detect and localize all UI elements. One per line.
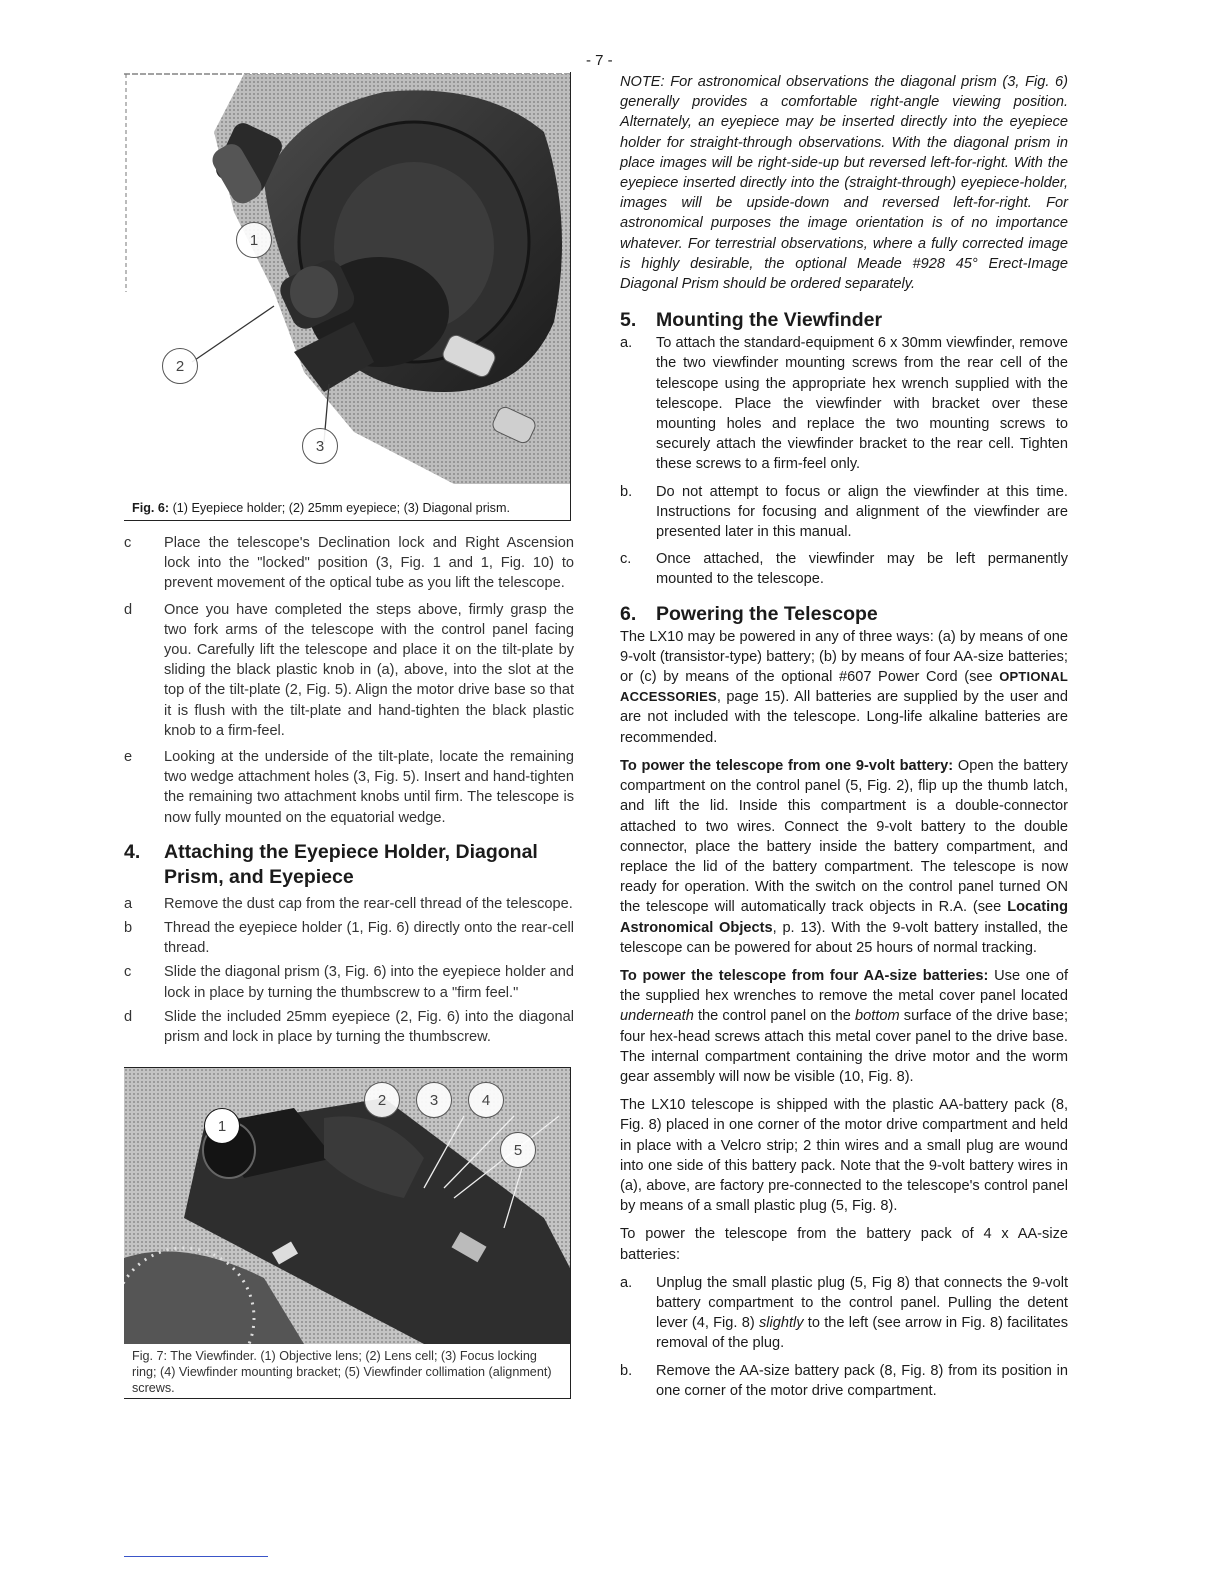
- fig7-callout-1: 1: [204, 1108, 240, 1144]
- fig7-callout-2: 2: [364, 1082, 400, 1118]
- fig7-callout-3: 3: [416, 1082, 452, 1118]
- list-item: b. Do not attempt to focus or align the viewfinder at this time. Instructions for focusing and alignment of the viewfinder are presented later in this manual.: [620, 483, 1068, 541]
- right-column: [620, 72, 1068, 1401]
- page-number: - 7 -: [586, 52, 613, 69]
- list-item: d Slide the included 25mm eyepiece (2, Fig. 6) into the diagonal prism and lock in place by turning the thumbscrew.: [124, 1008, 574, 1046]
- note-paragraph: NOTE: For astronomical observations the diagonal prism (3, Fig. 6) generally provides a comfortable right-angle viewing position. Alternately, an eyepiece may be inserted directly into the eyepiece holder for straight-through observations. With the diagonal prism in place images will be right-side-up but reversed left-for-right. With the eyepiece inserted directly into the (straight-through) eyepiece-holder, images will be upside-down and reversed left-for-right. For astronomical purposes the image orientation is of no importance whatever. For terrestrial observations, where a fully corrected image is highly desirable, the optional Meade #928 45° Erect-Image Diagonal Prism should be ordered separately.: [620, 74, 1068, 293]
- aa-battery-paragraph: To power the telescope from four AA-size batteries: Use one of the supplied hex wrenches to remove the metal cover panel located underneath the control panel on the bottom surface of the drive base; four hex-head screws attach this metal cover panel to the drive base. The internal compartment containing the drive motor and the worm gear assembly will now be visible (10, Fig. 8).: [620, 967, 1069, 1085]
- battery-pack-paragraph: The LX10 telescope is shipped with the plastic AA-battery pack (8, Fig. 8) placed in one corner of the motor drive compartment and held in place with a Velcro strip; 2 thin wires and a small plug are wound into one side of this battery pack. Note that the 9-volt battery wires in (a), above, are factory pre-connected to the telescope's control panel by means of a small plastic plug (5, Fig. 8).: [620, 1097, 1068, 1215]
- list-item: e Looking at the underside of the tilt-plate, locate the remaining two wedge attachment holes (3, Fig. 5). Insert and hand-tighten the remaining two attachment knobs until firm. The telescope is now fully mounted on the equatorial wedge.: [124, 749, 574, 826]
- fig7-caption-text: The Viewfinder. (1) Objective lens; (2) Lens cell; (3) Focus locking ring; (4) Viewfinder mounting bracket; (5) Viewfinder collimation (alignment) screws.: [132, 1349, 552, 1396]
- fig6-caption: [132, 500, 568, 516]
- fig6-callout-1: 1: [236, 222, 272, 258]
- section-4-heading: 4. Attaching the Eyepiece Holder, Diagonal Prism, and Eyepiece: [124, 840, 538, 888]
- list-item: c Slide the diagonal prism (3, Fig. 6) into the eyepiece holder and lock in place by turning the thumbscrew to a "firm feel.": [124, 964, 574, 1001]
- section-6-heading: 6. Powering the Telescope: [620, 602, 878, 625]
- figure-6: [124, 72, 571, 521]
- power-intro-paragraph: The LX10 may be powered in any of three ways: (a) by means of one 9-volt (transistor-type) battery; (b) by means of four AA-size batteries; or (c) by means of the optional #607 Power Cord (see OPTIONAL ACCESSORIES, page 15). All batteries are supplied by the user and are not included with the telescope. Long-life alkaline batteries are recommended.: [620, 628, 1068, 746]
- left-column: [124, 72, 574, 1399]
- list-item: a. To attach the standard-equipment 6 x 30mm viewfinder, remove the two viewfinder mounting screws from the rear cell of the telescope using the appropriate hex wrench supplied with the telescope. Place the viewfinder with bracket over these mounting holes and replace the two mounting screws to securely attach the viewfinder bracket to the rear cell. Tighten these screws to a firm-feel only.: [620, 335, 1068, 473]
- list-item: a Remove the dust cap from the rear-cell thread of the telescope.: [124, 895, 573, 912]
- list-item: b Thread the eyepiece holder (1, Fig. 6) directly onto the rear-cell thread.: [124, 920, 574, 957]
- optional-accessories-reference: OPTIONAL ACCESSORIES: [620, 669, 1068, 705]
- list-item: a. Unplug the small plastic plug (5, Fig 8) that connects the 9-volt battery compartment to the control panel. Pulling the detent lever (4, Fig. 8) slightly to the left (see arrow in Fig. 8) facilitates removal of the plug.: [620, 1274, 1069, 1352]
- section-5-heading: 5. Mounting the Viewfinder: [620, 309, 883, 332]
- figure-7: [124, 1067, 571, 1399]
- fig7-caption: [132, 1348, 560, 1396]
- fig7-photo: [124, 1068, 570, 1344]
- fig7-callout-5: 5: [500, 1132, 536, 1168]
- footer-rule: [124, 1556, 268, 1557]
- list-item: d Once you have completed the steps above, firmly grasp the two fork arms of the telescope with the control panel facing you. Carefully lift the telescope and place it on the tilt-plate by sliding the black plastic knob in (a), above, into the slot at the top of the tilt-plate (2, Fig. 5). Align the motor drive base so that it is flush with the tilt-plate and hand-tighten the black plastic knob to a firm-feel.: [124, 601, 574, 739]
- fig7-caption-label: Fig. 7:: [132, 1349, 167, 1364]
- fig6-caption-label: Fig. 6:: [132, 501, 170, 515]
- battery-pack-intro: To power the telescope from the battery pack of 4 x AA-size batteries:: [620, 1226, 1068, 1263]
- locating-objects-reference: Locating Astronomical Objects: [620, 899, 1068, 936]
- fig6-photo: [124, 72, 570, 520]
- fig6-callout-3: 3: [302, 428, 338, 464]
- nine-volt-paragraph: To power the telescope from one 9-volt battery: Open the battery compartment on the control panel (5, Fig. 2), flip up the thumb latch, and lift the lid. Inside this compartment is a double-connector attached to two wires. Connect the 9-volt battery to the double connector, place the battery inside the battery compartment, and replace the lid of the battery compartment. The telescope is now ready for operation. With the switch on the control panel turned ON the telescope will automatically track objects in R.A. (see Locating Astronomical Objects, p. 13). With the 9-volt battery installed, the telescope can be powered for about 25 hours of normal tracking.: [620, 757, 1068, 956]
- fig6-callout-2: 2: [162, 348, 198, 384]
- list-item: b. Remove the AA-size battery pack (8, Fig. 8) from its position in one corner of the motor drive compartment.: [620, 1362, 1068, 1399]
- fig6-caption-text: (1) Eyepiece holder; (2) 25mm eyepiece; (3) Diagonal prism.: [172, 501, 510, 515]
- list-item: c Place the telescope's Declination lock and Right Ascension lock into the "locked" position (3, Fig. 1 and 1, Fig. 10) to prevent movement of the optical tube as you lift the telescope.: [124, 535, 574, 592]
- list-item: c. Once attached, the viewfinder may be left permanently mounted to the telescope.: [620, 551, 1068, 588]
- fig7-callout-4: 4: [468, 1082, 504, 1118]
